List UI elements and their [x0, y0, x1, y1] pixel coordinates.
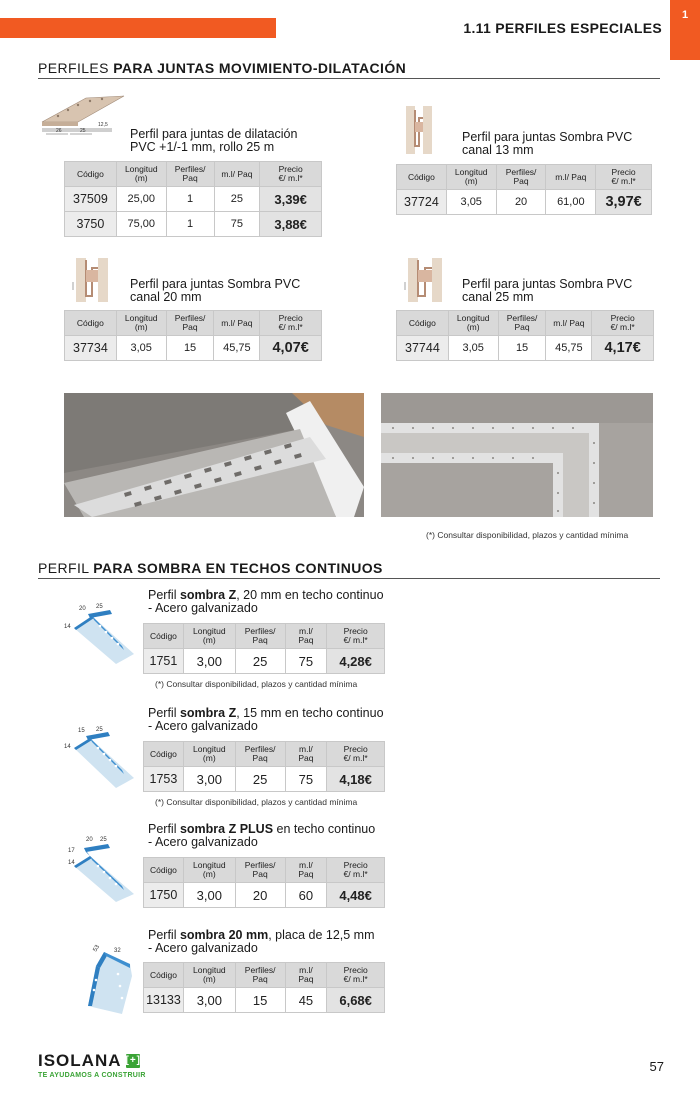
table-row: [397, 190, 652, 215]
product-title-sombra-13: [462, 131, 632, 157]
title-part: , 20 mm en techo continuo: [236, 588, 384, 602]
col-header-precio: Precio €/ m.l*: [260, 162, 322, 187]
title-part-bold: sombra Z PLUS: [179, 822, 274, 836]
logo-tagline: TE AYUDAMOS A CONSTRUIR: [38, 1072, 146, 1079]
cell-ml-pack: 75: [285, 649, 327, 674]
col-header-longitud: Longitud (m): [183, 624, 235, 649]
col-header-ml: m.l/ Paq: [546, 311, 592, 336]
sombra-20-profile-diagram: [72, 256, 110, 304]
availability-note: (*) Consultar disponibilidad, plazos y cantidad mínima: [155, 679, 358, 689]
cell-per-pack: 20: [496, 190, 546, 215]
cell-code: 1751: [144, 649, 184, 674]
title-part-bold: sombra Z: [179, 588, 237, 602]
table-row: [144, 883, 385, 908]
table-row: [144, 649, 385, 674]
section-title-light: PERFILES: [38, 60, 114, 76]
title-part: en techo continuo: [273, 822, 376, 836]
cell-length: 3,00: [183, 767, 235, 792]
page-number: 57: [649, 1059, 664, 1074]
cell-per-pack: 25: [235, 649, 285, 674]
product-title-z15: [148, 707, 384, 733]
sombra-z20-diagram: [62, 596, 138, 666]
col-header-codigo: Código: [144, 963, 184, 988]
diagram-label: 20: [86, 837, 93, 843]
cell-code: 37724: [397, 190, 447, 215]
diagram-label: 25: [100, 837, 107, 843]
cell-ml-pack: 25: [214, 187, 260, 212]
col-header-longitud: Longitud (m): [183, 742, 235, 767]
cell-code: 1750: [144, 883, 184, 908]
product-table-z-plus: [143, 857, 385, 908]
cell-price: 4,17€: [592, 336, 654, 361]
cell-length: 3,00: [183, 883, 235, 908]
col-header-ml: m.l/ Paq: [214, 162, 260, 187]
title-part: , 15 mm en techo continuo: [236, 706, 384, 720]
cell-price: 4,07€: [260, 336, 322, 361]
col-header-perfiles: Perfiles/ Paq: [166, 162, 214, 187]
product-title-dilatacion: [130, 128, 297, 154]
cell-code: 37734: [65, 336, 117, 361]
col-header-longitud: Longitud (m): [448, 311, 498, 336]
col-header-codigo: Código: [397, 165, 447, 190]
product-title-line: canal 25 mm: [462, 290, 534, 304]
cell-ml-pack: 75: [214, 212, 260, 237]
col-header-ml: m.l/ Paq: [285, 742, 327, 767]
table-row: [65, 187, 322, 212]
col-header-precio: Precio €/ m.l*: [327, 858, 385, 883]
col-header-ml: m.l/ Paq: [214, 311, 260, 336]
product-title-line: canal 13 mm: [462, 143, 534, 157]
cell-price: 4,28€: [327, 649, 385, 674]
col-header-perfiles: Perfiles/ Paq: [235, 624, 285, 649]
cell-price: 6,68€: [327, 988, 385, 1013]
cell-length: 3,05: [116, 336, 166, 361]
col-header-precio: Precio €/ m.l*: [327, 963, 385, 988]
installation-photo-right: [381, 393, 653, 517]
col-header-longitud: Longitud (m): [446, 165, 496, 190]
col-header-ml: m.l/ Paq: [285, 858, 327, 883]
logo-plus-icon: [+]: [125, 1055, 141, 1066]
header-accent-bar: [0, 18, 276, 38]
installation-photo-left: [64, 393, 364, 517]
col-header-ml: m.l/ Paq: [285, 963, 327, 988]
cell-per-pack: 1: [166, 212, 214, 237]
col-header-precio: Precio €/ m.l*: [596, 165, 652, 190]
col-header-longitud: Longitud (m): [183, 858, 235, 883]
cell-per-pack: 1: [166, 187, 214, 212]
cell-code: 1753: [144, 767, 184, 792]
section-title-techos: [38, 560, 383, 576]
cell-ml-pack: 45,75: [214, 336, 260, 361]
product-title-line: Perfil para juntas Sombra PVC: [130, 277, 301, 291]
table-row: [65, 212, 322, 237]
product-title-line: PVC +1/-1 mm, rollo 25 m: [130, 140, 275, 154]
product-title-z20: [148, 589, 384, 615]
product-title-line: Perfil para juntas Sombra PVC: [462, 277, 633, 291]
title-part-bold: sombra Z: [179, 706, 237, 720]
diagram-label: 12,5: [98, 122, 108, 128]
chapter-title: 1.11 PERFILES ESPECIALES: [463, 20, 662, 36]
section-rule: [38, 578, 660, 579]
logo-text: ISOLANA: [38, 1051, 122, 1070]
diagram-label: 25: [96, 727, 103, 733]
col-header-precio: Precio €/ m.l*: [327, 742, 385, 767]
col-header-perfiles: Perfiles/ Paq: [235, 963, 285, 988]
diagram-label: 53: [92, 944, 102, 953]
table-row: [144, 988, 385, 1013]
col-header-perfiles: Perfiles/ Paq: [498, 311, 546, 336]
col-header-perfiles: Perfiles/ Paq: [235, 858, 285, 883]
diagram-label: 26: [56, 128, 62, 134]
product-table-sombra-25: [396, 310, 654, 361]
cell-ml-pack: 61,00: [546, 190, 596, 215]
product-title-line: - Acero galvanizado: [148, 601, 258, 615]
product-title-line: Perfil para juntas Sombra PVC: [462, 130, 633, 144]
col-header-codigo: Código: [144, 742, 184, 767]
cell-price: 4,48€: [327, 883, 385, 908]
cell-length: 3,05: [446, 190, 496, 215]
cell-price: 3,97€: [596, 190, 652, 215]
cell-ml-pack: 45: [285, 988, 327, 1013]
col-header-codigo: Código: [65, 311, 117, 336]
cell-code: 3750: [65, 212, 117, 237]
col-header-codigo: Código: [397, 311, 449, 336]
col-header-codigo: Código: [144, 624, 184, 649]
cell-length: 3,00: [183, 649, 235, 674]
col-header-precio: Precio €/ m.l*: [260, 311, 322, 336]
col-header-perfiles: Perfiles/ Paq: [166, 311, 214, 336]
sombra-13-profile-diagram: [404, 104, 434, 156]
section-title-light: PERFIL: [38, 560, 94, 576]
cell-code: 37744: [397, 336, 449, 361]
cell-price: 4,18€: [327, 767, 385, 792]
section-title-juntas: [38, 60, 406, 76]
table-row: [65, 336, 322, 361]
cell-price: 3,88€: [260, 212, 322, 237]
sombra-z-plus-diagram: [62, 834, 138, 904]
product-table-z15: [143, 741, 385, 792]
product-title-line: - Acero galvanizado: [148, 719, 258, 733]
diagram-label: 14: [64, 744, 71, 750]
product-title-line: - Acero galvanizado: [148, 835, 258, 849]
product-title-z-plus: [148, 823, 375, 849]
sombra-20mm-diagram: [82, 944, 138, 1014]
col-header-perfiles: Perfiles/ Paq: [496, 165, 546, 190]
sombra-z15-diagram: [62, 722, 138, 790]
sombra-25-profile-diagram: [404, 256, 444, 304]
cell-length: 3,00: [183, 988, 235, 1013]
diagram-label: 17: [68, 848, 75, 854]
title-part-bold: sombra 20 mm: [179, 928, 269, 942]
cell-length: 75,00: [116, 212, 166, 237]
logo-wordmark: [38, 1051, 146, 1071]
title-part: Perfil: [148, 706, 180, 720]
product-table-z20: [143, 623, 385, 674]
cell-per-pack: 15: [498, 336, 546, 361]
cell-price: 3,39€: [260, 187, 322, 212]
cell-per-pack: 15: [166, 336, 214, 361]
title-part: Perfil: [148, 588, 180, 602]
cell-per-pack: 25: [235, 767, 285, 792]
chapter-tab: 1: [670, 0, 700, 60]
title-part: Perfil: [148, 822, 180, 836]
diagram-label: 14: [68, 860, 75, 866]
col-header-ml: m.l/ Paq: [546, 165, 596, 190]
table-row: [144, 767, 385, 792]
col-header-precio: Precio €/ m.l*: [327, 624, 385, 649]
product-title-sombra-25: [462, 278, 632, 304]
availability-note: (*) Consultar disponibilidad, plazos y cantidad mínima: [426, 530, 629, 540]
product-title-sombra-20: [130, 278, 300, 304]
section-title-bold: PARA JUNTAS MOVIMIENTO-DILATACIÓN: [113, 60, 407, 76]
product-title-line: canal 20 mm: [130, 290, 202, 304]
cell-per-pack: 20: [235, 883, 285, 908]
cell-code: 37509: [65, 187, 117, 212]
cell-ml-pack: 60: [285, 883, 327, 908]
col-header-longitud: Longitud (m): [116, 162, 166, 187]
col-header-ml: m.l/ Paq: [285, 624, 327, 649]
product-table-dilatacion: [64, 161, 322, 237]
section-title-bold: PARA SOMBRA EN TECHOS CONTINUOS: [93, 560, 383, 576]
cell-length: 25,00: [116, 187, 166, 212]
diagram-label: 32: [114, 948, 121, 954]
title-part: , placa de 12,5 mm: [268, 928, 375, 942]
col-header-precio: Precio €/ m.l*: [592, 311, 654, 336]
col-header-codigo: Código: [144, 858, 184, 883]
brand-logo: [38, 1051, 146, 1079]
dilatacion-profile-diagram: [38, 92, 128, 140]
cell-ml-pack: 45,75: [546, 336, 592, 361]
diagram-label: 25: [96, 604, 103, 610]
product-title-sombra-20mm: [148, 929, 375, 955]
product-table-sombra-20: [64, 310, 322, 361]
diagram-label: 20: [79, 606, 86, 612]
col-header-longitud: Longitud (m): [183, 963, 235, 988]
col-header-perfiles: Perfiles/ Paq: [235, 742, 285, 767]
diagram-label: 14: [64, 624, 71, 630]
col-header-codigo: Código: [65, 162, 117, 187]
availability-note: (*) Consultar disponibilidad, plazos y cantidad mínima: [155, 797, 358, 807]
diagram-label: 15: [78, 728, 85, 734]
product-title-line: Perfil para juntas de dilatación: [130, 127, 298, 141]
cell-ml-pack: 75: [285, 767, 327, 792]
cell-length: 3,05: [448, 336, 498, 361]
title-part: Perfil: [148, 928, 180, 942]
col-header-longitud: Longitud (m): [116, 311, 166, 336]
section-rule: [38, 78, 660, 79]
cell-code: 13133: [144, 988, 184, 1013]
diagram-label: 25: [80, 128, 86, 134]
product-table-sombra-13: [396, 164, 652, 215]
cell-per-pack: 15: [235, 988, 285, 1013]
product-table-sombra-20mm: [143, 962, 385, 1013]
table-row: [397, 336, 654, 361]
product-title-line: - Acero galvanizado: [148, 941, 258, 955]
